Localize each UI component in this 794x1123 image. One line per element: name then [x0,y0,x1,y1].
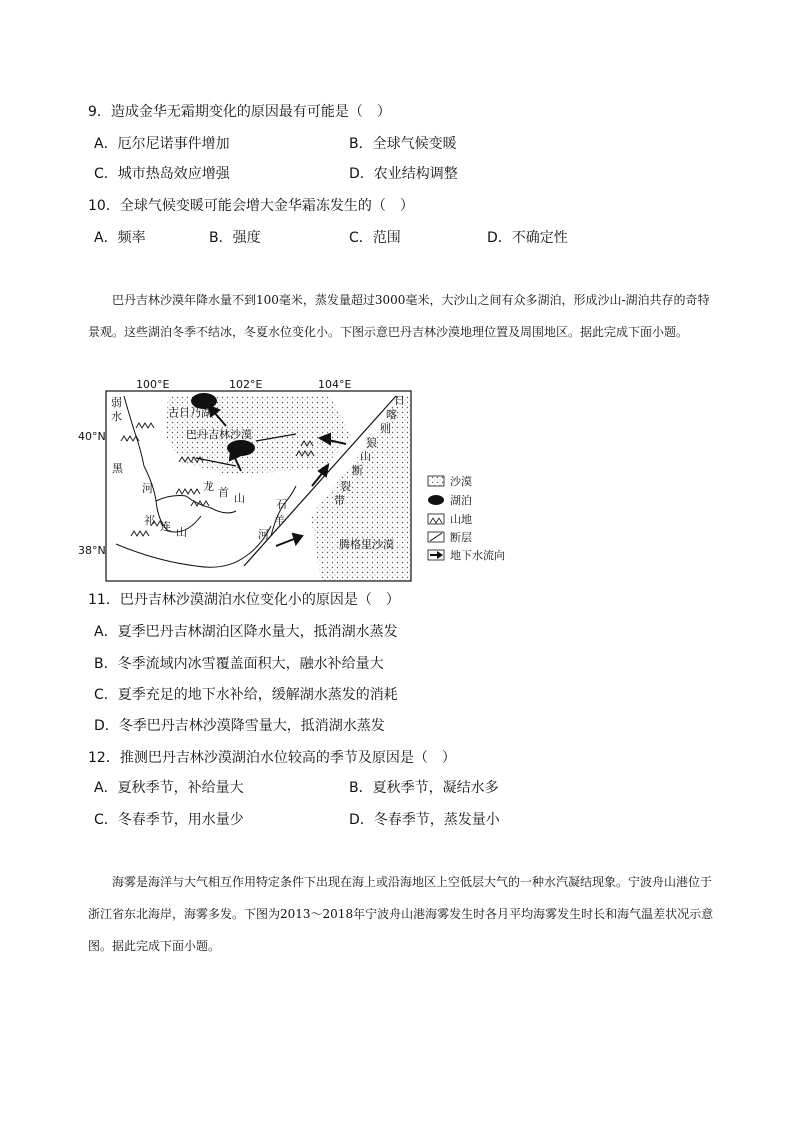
label-badain-desert: 巴丹吉林沙漠 [186,428,252,441]
passage-badain-jaran-text: 巴丹吉林沙漠年降水量不到100毫米，蒸发量超过3000毫米，大沙山之间有众多湖泊，形成沙山-湖泊共存的奇特景观。这些湖泊冬季不结冰，冬夏水位变化小。下图示意巴丹吉林沙漠地理位置及周围地区。据此完成下面小题。 [88,293,710,339]
label-shiyang-3: 河 [258,528,269,541]
label-qilian-2: 连 [160,520,171,533]
label-longshou-2: 首 [218,486,229,499]
legend-desert-swatch [428,476,444,486]
label-fault-6: 断 [352,464,363,477]
label-ruo-1: 弱 [111,396,122,409]
label-shiyang-2: 羊 [274,514,285,527]
question-9-option-c: C．城市热岛效应增强 [94,166,230,182]
question-11-option-b: B．冬季流域内冰雪覆盖面积大，融水补给量大 [94,656,384,672]
lat-label-40: 40°N [78,430,106,443]
legend-lake-swatch [428,495,444,505]
label-shiyang-1: 石 [276,498,287,511]
lon-label-102: 102°E [229,378,263,391]
label-guri-lake: 古日乃湖 [168,406,212,419]
map-legend [428,474,505,562]
label-fault-8: 带 [334,494,345,507]
question-10-option-d: D．不确定性 [487,230,568,246]
question-9-option-a: A．厄尔尼诺事件增加 [94,136,230,152]
question-9-stem: 9．造成金华无霜期变化的原因最有可能是（ ） [88,104,391,120]
label-tengger-desert: 腾格里沙漠 [339,538,394,551]
label-ruo-2: 水 [111,410,122,423]
legend-mountain: 山地 [450,513,472,526]
question-10-stem: 10．全球气候变暖可能会增大金华霜冻发生的（ ） [88,198,414,214]
legend-desert: 沙漠 [450,475,472,488]
label-fault-2: 喀 [386,408,397,421]
lat-label-38: 38°N [78,544,106,557]
question-10-option-b: B．强度 [209,230,261,246]
question-12-option-b: B．夏秋季节，凝结水多 [349,780,499,796]
badain-jaran-map [78,376,516,576]
question-9-option-b: B．全球气候变暖 [349,136,457,152]
legend-fault: 断层 [450,531,472,544]
label-qilian-1: 祁 [144,514,155,527]
label-hei-2: 河 [142,482,153,495]
label-hei-1: 黑 [112,462,123,475]
question-12-stem: 12．推测巴丹吉林沙漠湖泊水位较高的季节及原因是（ ） [88,750,456,766]
question-11-option-d: D．冬季巴丹吉林沙漠降雪量大，抵消湖水蒸发 [94,718,385,734]
label-fault-4: 狼 [366,436,377,449]
label-fault-5: 山 [360,450,371,463]
shiyang-river [271,486,296,536]
question-10-option-c: C．范围 [349,230,401,246]
question-12-option-c: C．冬春季节，用水量少 [94,812,244,828]
label-qilian-3: 山 [176,526,187,539]
label-longshou-3: 山 [234,492,245,505]
legend-flow: 地下水流向 [450,549,505,562]
label-fault-1: 日 [394,394,405,407]
label-longshou-1: 龙 [203,480,214,493]
lon-label-100: 100°E [136,378,170,391]
question-12-option-a: A．夏秋季节，补给量大 [94,780,244,796]
passage-sea-fog [88,866,718,962]
label-fault-3: 则 [380,422,391,435]
legend-lake: 湖泊 [450,494,472,507]
question-10-option-a: A．频率 [94,230,146,246]
lon-label-104: 104°E [318,378,352,391]
passage-sea-fog-text: 海雾是海洋与大气相互作用特定条件下出现在海上或沿海地区上空低层大气的一种水汽凝结现象。宁波舟山港位于浙江省东北海岸，海雾多发。下图为2013～2018年宁波舟山港海雾发生时各月平均海雾发生时长和海气温差状况示意图。据此完成下面小题。 [88,875,714,953]
legend-fault-mark [430,533,442,541]
question-11-option-a: A．夏季巴丹吉林湖泊区降水量大，抵消湖水蒸发 [94,624,398,640]
question-11-stem: 11．巴丹吉林沙漠湖泊水位变化小的原因是（ ） [88,592,400,608]
passage-badain-jaran [88,284,718,348]
legend-flow-head [437,551,443,559]
label-fault-7: 裂 [340,480,351,493]
question-11-option-c: C．夏季充足的地下水补给，缓解湖水蒸发的消耗 [94,687,398,703]
question-9-option-d: D．农业结构调整 [349,166,458,182]
question-12-option-d: D．冬春季节，蒸发量小 [349,812,500,828]
legend-mountain-mark [430,518,442,523]
